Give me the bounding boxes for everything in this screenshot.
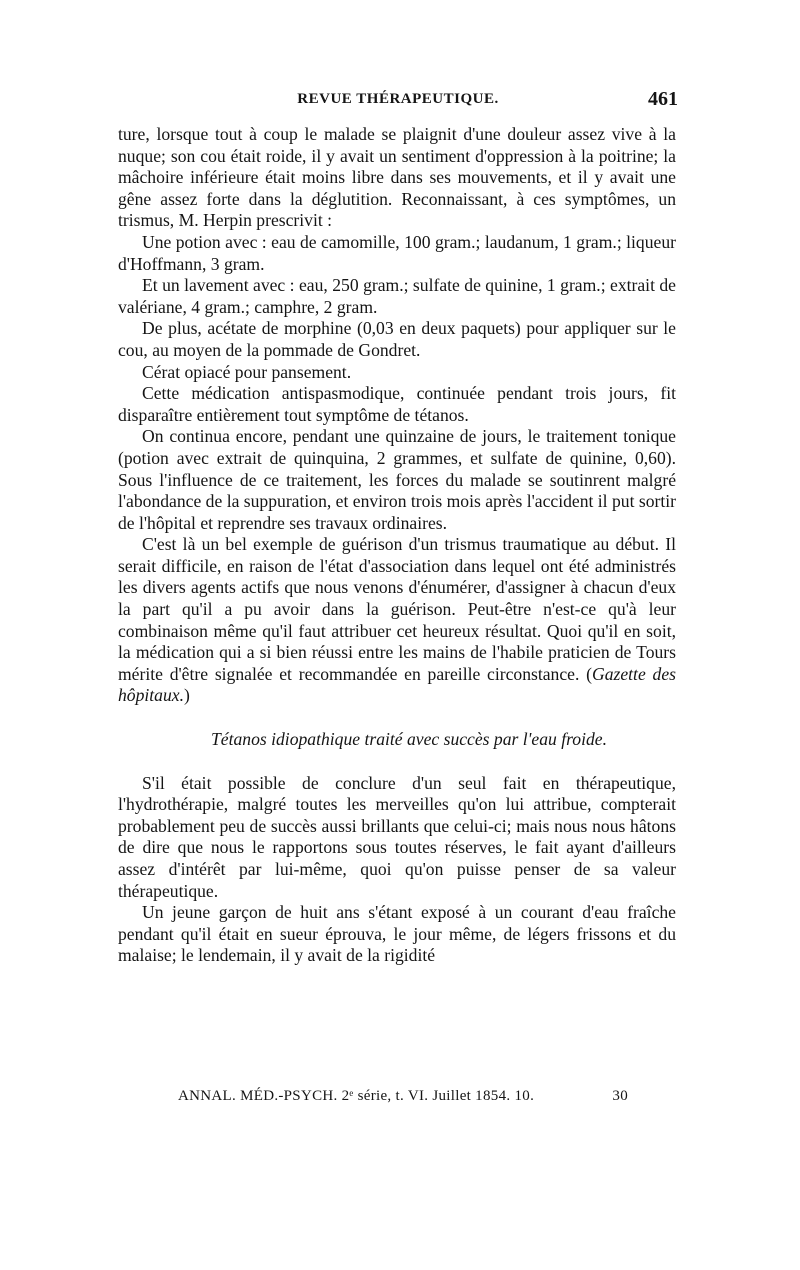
citation-close: ): [183, 685, 190, 706]
page-number: 461: [648, 88, 678, 110]
paragraph-potion: Une potion avec : eau de camomille, 100 gram.; laudanum, 1 gram.; liqueur d'Hoffmann, 3 gram.: [118, 231, 676, 274]
section-title: Tétanos idiopathique traité avec succès par l'eau froide.: [211, 729, 607, 750]
sheet-number: 30: [612, 1088, 628, 1104]
page-body: [118, 124, 676, 967]
paragraph-treatment: On continua encore, pendant une quinzaine de jours, le traitement tonique (potion avec extrait de quinquina, 2 grammes, et sulfate de quinine, 0,60). Sous l'influence de ce traitement, les forces du malade se soutinrent malgré l'abondance de la suppuration, et environ trois mois après l'accident il put sortir de l'hôpital et reprendre ses travaux ordinaires.: [118, 426, 676, 533]
running-header: [118, 88, 678, 114]
paragraph-medication: Cette médication antispasmodique, continuée pendant trois jours, fit disparaître entièrement tout symptôme de tétanos.: [118, 383, 676, 425]
conclusion-text: C'est là un bel exemple de guérison d'un trismus traumatique au début. Il serait difficile, en raison de l'état d'association dans lequel ont été administrés les divers agents actifs que nous venons d'énumérer, d'assigner à chacun d'eux la part qu'il a pu avoir dans la guérison. Peut-être n'est-ce qu'à leur combinaison même qu'il faut attribuer cet heureux résultat. Quoi qu'il en soit, la médication qui a si bien réussi entre les mains de l'habile praticien de Tours mérite d'être signalée et recommandée en pareille circonstance. (: [118, 534, 676, 684]
citation-source: Gazette des hôpitaux.: [118, 663, 676, 706]
paragraph-cerat: Cérat opiacé pour pansement.: [142, 361, 352, 382]
paragraph-lavement: Et un lavement avec : eau, 250 gram.; sulfate de quinine, 1 gram.; extrait de valériane, 4 gram.; camphre, 2 gram.: [118, 275, 676, 317]
paragraph-case: Un jeune garçon de huit ans s'étant exposé à un courant d'eau fraîche pendant qu'il était en sueur éprouva, le jour même, de légers frissons et du malaise; le lendemain, il y avait de la rigidité: [118, 902, 676, 966]
printer-signature: ANNAL. MÉD.-PSYCH. 2ᵉ série, t. VI. Juillet 1854. 10.: [178, 1088, 535, 1104]
paragraph-continued: ture, lorsque tout à coup le malade se plaignit d'une douleur assez vive à la nuque; son cou était roide, il y avait un sentiment d'oppression à la poitrine; la mâchoire inférieure était moins libre dans ses mouvements, et il y avait une gêne assez forte dans la déglutition. Reconnaissant, à ces symptômes, un trismus, M. Herpin prescrivit :: [118, 124, 676, 231]
paragraph-morphine: De plus, acétate de morphine (0,03 en deux paquets) pour appliquer sur le cou, au moyen de la pommade de Gondret.: [118, 318, 676, 360]
running-title: REVUE THÉRAPEUTIQUE.: [297, 91, 499, 107]
paragraph-conclusion: [118, 534, 676, 707]
paragraph-hydrotherapy: S'il était possible de conclure d'un seul fait en thérapeutique, l'hydrothérapie, malgré toutes les merveilles qu'on lui attribue, compterait probablement peu de succès aussi brillants que celui-ci; mais nous nous hâtons de dire que nous le rapportons sous toutes réserves, le fait ayant d'ailleurs assez d'intérêt par lui-même, quoi qu'on puisse penser de sa valeur thérapeutique.: [118, 772, 676, 901]
